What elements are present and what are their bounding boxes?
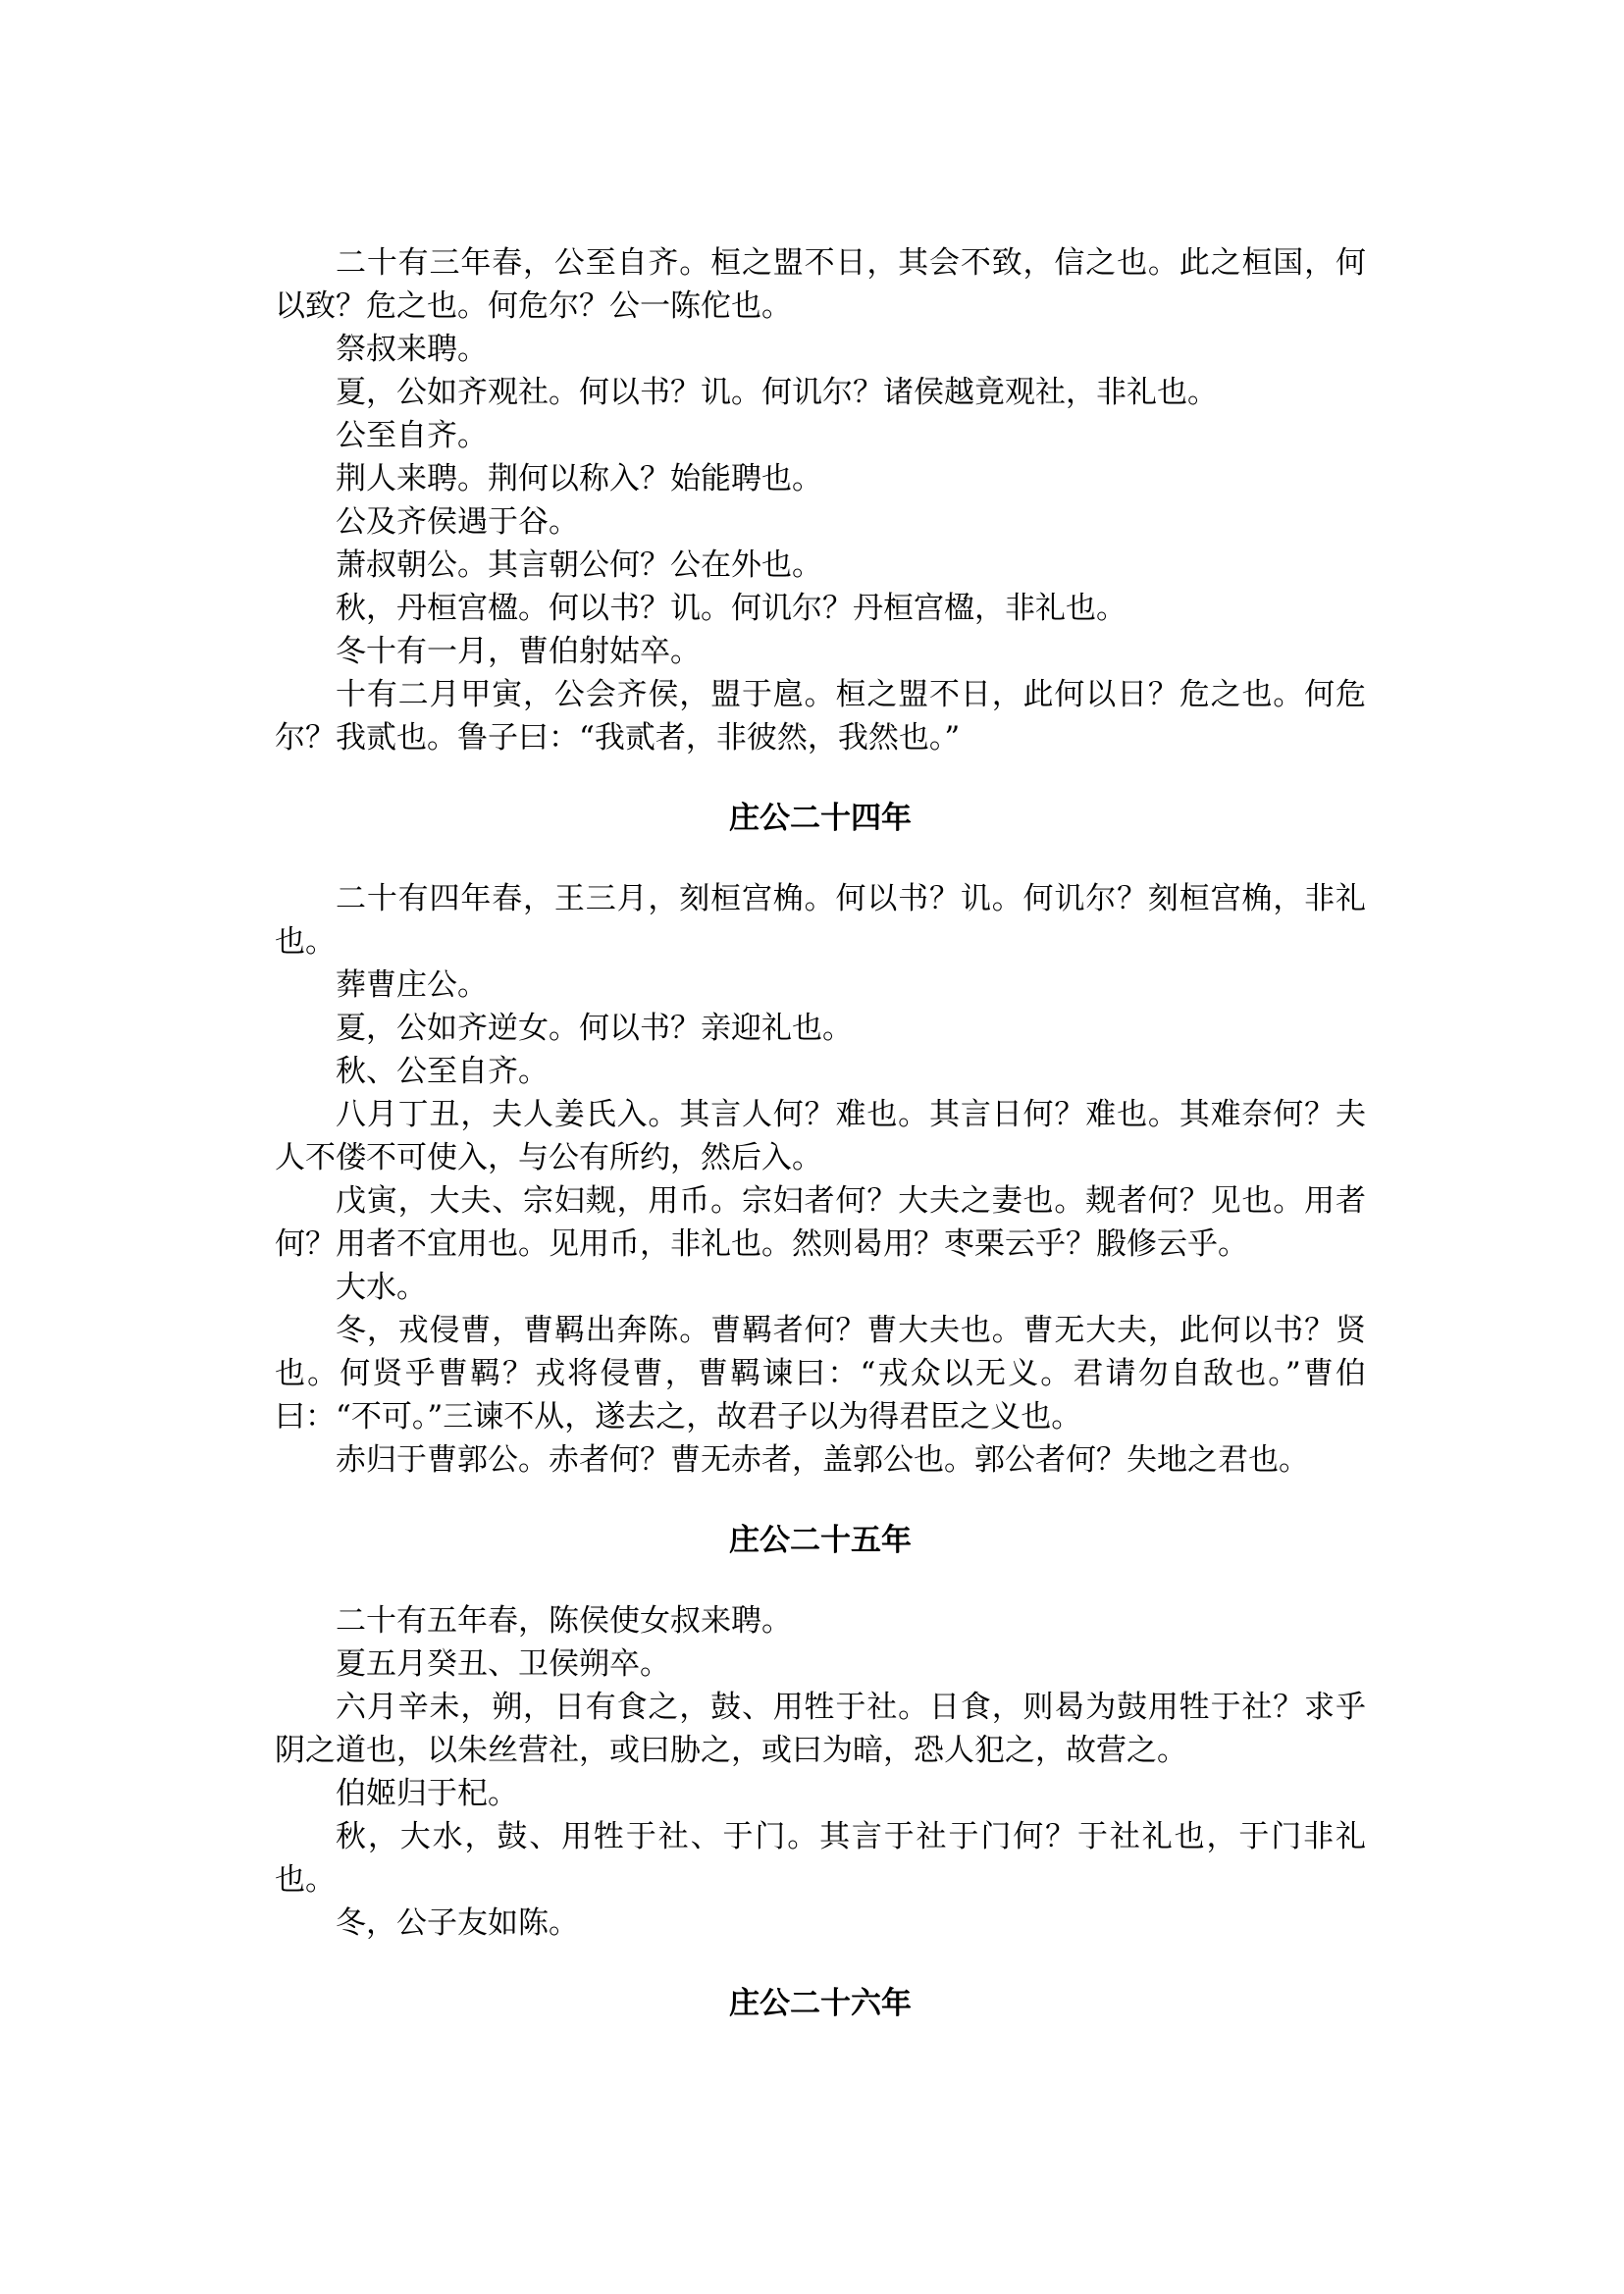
paragraph: 葬曹庄公。 (336, 967, 488, 1003)
paragraph: 公至自齐。 (336, 418, 488, 453)
paragraph: 二十有四年春，王三月，刻桓宫桷。何以书？讥。何讥尔？刻桓宫桷，非礼也。 (275, 881, 1366, 960)
paragraph: 秋，丹桓宫楹。何以书？讥。何讥尔？丹桓宫楹，非礼也。 (336, 591, 1126, 626)
paragraph: 夏，公如齐逆女。何以书？亲迎礼也。 (336, 1011, 853, 1046)
paragraph: 赤归于曹郭公。赤者何？曹无赤者，盖郭公也。郭公者何？失地之君也。 (336, 1442, 1309, 1478)
section-zhuang-23 (275, 241, 1366, 759)
paragraph: 八月丁丑，夫人姜氏入。其言人何？难也。其言日何？难也。其难奈何？夫人不偻不可使入，与公有所约，然后入。 (275, 1097, 1366, 1175)
paragraph: 萧叔朝公。其言朝公何？公在外也。 (336, 547, 822, 583)
paragraph: 伯姬归于杞。 (336, 1776, 518, 1811)
paragraph: 大水。 (336, 1270, 427, 1305)
paragraph: 十有二月甲寅，公会齐侯，盟于扈。桓之盟不日，此何以日？危之也。何危尔？我贰也。鲁子曰：“我贰者，非彼然，我然也。” (275, 677, 1366, 756)
section-heading: 庄公二十五年 (729, 1523, 912, 1558)
paragraph: 冬，戎侵曹，曹羁出奔陈。曹羁者何？曹大夫也。曹无大夫，此何以书？贤也。何贤乎曹羁？戎将侵曹，曹羁谏曰：“戎众以无义。君请勿自敌也。”曹伯曰：“不可。”三谏不从，遂去之，故君子以为得君臣之义也。 (275, 1313, 1366, 1434)
paragraph: 公及齐侯遇于谷。 (336, 504, 579, 540)
paragraph: 秋，大水，鼓、用牲于社、于门。其言于社于门何？于社礼也，于门非礼也。 (275, 1819, 1366, 1898)
section-zhuang-24 (275, 877, 1366, 1482)
paragraph: 荆人来聘。荆何以称入？始能聘也。 (336, 461, 822, 496)
paragraph: 秋、公至自齐。 (336, 1054, 549, 1089)
paragraph: 戊寅，大夫、宗妇觌，用币。宗妇者何？大夫之妻也。觌者何？见也。用者何？用者不宜用也。见用币，非礼也。然则曷用？枣栗云乎？腶修云乎。 (275, 1183, 1366, 1262)
section-zhuang-25 (275, 1599, 1366, 1945)
section-heading: 庄公二十六年 (729, 1986, 912, 2021)
paragraph: 夏五月癸丑、卫侯朔卒。 (336, 1646, 670, 1682)
paragraph: 六月辛未，朔，日有食之，鼓、用牲于社。日食，则曷为鼓用牲于社？求乎阴之道也，以朱丝营社，或曰胁之，或曰为暗，恐人犯之，故营之。 (275, 1690, 1366, 1768)
document-page (275, 241, 1366, 2025)
paragraph: 冬，公子友如陈。 (336, 1905, 579, 1941)
section-heading: 庄公二十四年 (729, 801, 912, 836)
paragraph: 冬十有一月，曹伯射姑卒。 (336, 634, 701, 669)
paragraph: 祭叔来聘。 (336, 332, 488, 367)
paragraph: 夏，公如齐观社。何以书？讥。何讥尔？诸侯越竟观社，非礼也。 (336, 375, 1218, 410)
paragraph: 二十有五年春，陈侯使女叔来聘。 (336, 1603, 792, 1639)
paragraph: 二十有三年春，公至自齐。桓之盟不日，其会不致，信之也。此之桓国，何以致？危之也。何危尔？公一陈佗也。 (275, 245, 1366, 324)
